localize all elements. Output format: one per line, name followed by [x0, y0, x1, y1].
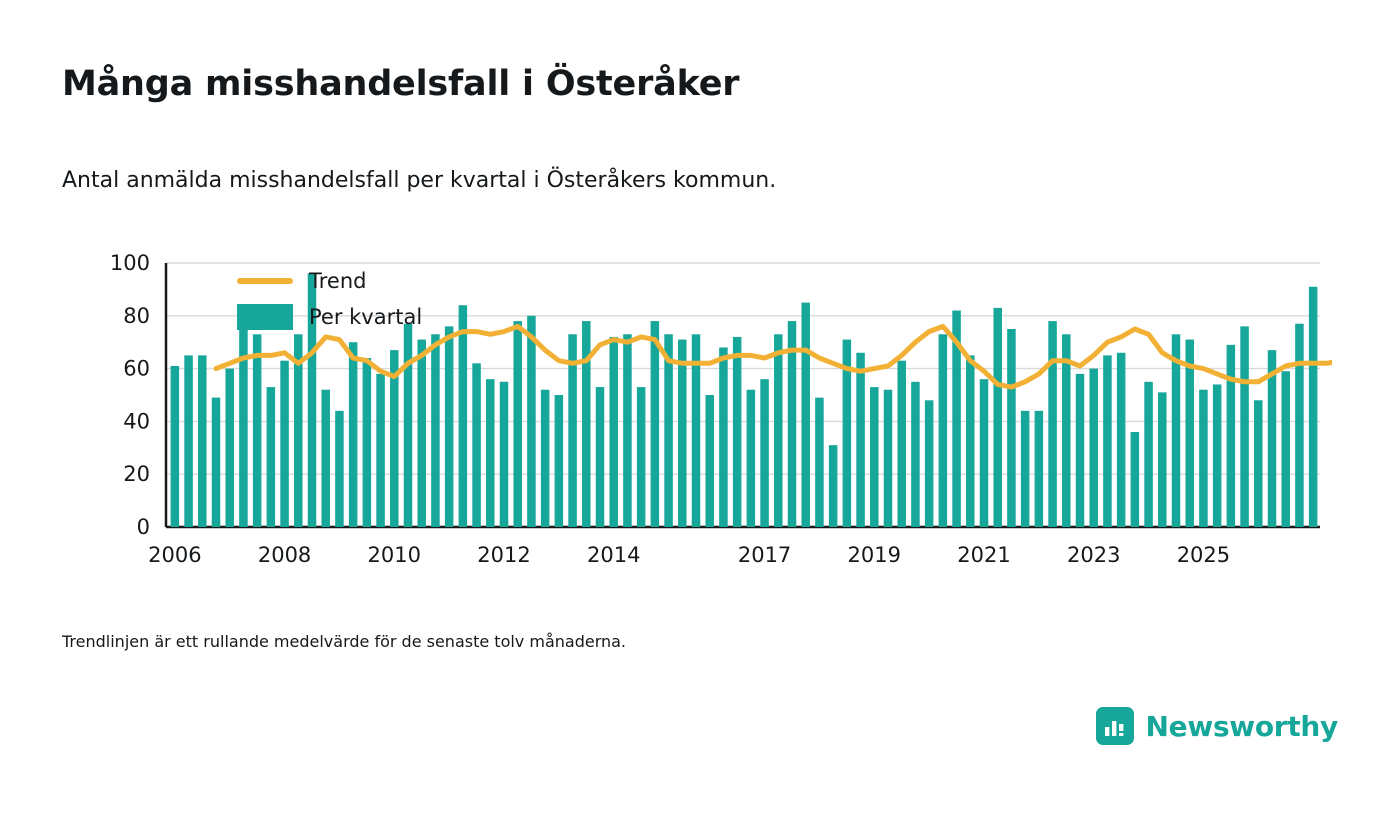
bar — [884, 390, 893, 527]
bar — [651, 321, 660, 527]
bar — [1213, 384, 1222, 527]
y-tick-label: 100 — [109, 251, 150, 275]
bar — [472, 363, 481, 527]
bar — [486, 379, 495, 527]
y-tick-label: 40 — [123, 409, 150, 434]
bar — [1240, 326, 1249, 527]
bar — [1131, 432, 1140, 527]
bar — [705, 395, 714, 527]
bar — [815, 398, 824, 527]
legend-line-swatch-icon — [237, 278, 293, 284]
bar — [623, 334, 632, 527]
bar — [596, 387, 605, 527]
bar — [801, 303, 810, 527]
x-tick-label: 2021 — [957, 543, 1011, 567]
bar — [376, 374, 385, 527]
y-tick-label: 0 — [136, 515, 150, 539]
bar — [417, 340, 426, 527]
bar — [637, 387, 646, 527]
chart-footnote: Trendlinjen är ett rullande medelvärde för de senaste tolv månaderna. — [62, 632, 627, 651]
legend-bar-swatch-icon — [237, 304, 293, 330]
bar — [925, 400, 934, 527]
bar — [1117, 353, 1126, 527]
x-tick-label: 2006 — [148, 543, 202, 567]
bar — [212, 398, 221, 527]
bar — [513, 321, 522, 527]
bar — [363, 358, 372, 527]
bar — [760, 379, 769, 527]
x-tick-label: 2010 — [367, 543, 422, 567]
bar — [500, 382, 509, 527]
bar — [184, 355, 193, 527]
brand-logo — [1096, 705, 1338, 747]
bar — [541, 390, 550, 527]
chart-legend — [237, 263, 497, 335]
bar — [335, 411, 344, 527]
bar — [1048, 321, 1057, 527]
bar — [225, 369, 234, 527]
bar — [280, 361, 289, 527]
x-tick-label: 2014 — [586, 543, 641, 567]
bar — [829, 445, 838, 527]
bar — [1144, 382, 1153, 527]
x-tick-label: 2012 — [477, 543, 531, 567]
bar — [1309, 287, 1318, 527]
legend-label-trend: Trend — [309, 269, 367, 293]
x-tick-label: 2008 — [257, 543, 312, 567]
bar — [678, 340, 687, 527]
bar — [527, 316, 536, 527]
page-subtitle: Antal anmälda misshandelsfall per kvartal i Österåkers kommun. — [62, 168, 777, 193]
bar — [431, 334, 440, 527]
bar — [1199, 390, 1208, 527]
bar — [1021, 411, 1030, 527]
bar — [1158, 392, 1167, 527]
y-tick-label: 20 — [123, 462, 150, 487]
x-tick-label: 2025 — [1176, 543, 1231, 567]
bar — [1089, 369, 1098, 527]
bar — [897, 361, 906, 527]
bar — [966, 355, 975, 527]
bar — [253, 334, 262, 527]
bar — [582, 321, 591, 527]
bar — [404, 324, 413, 527]
bar — [1254, 400, 1263, 527]
brand-name: Newsworthy — [1145, 709, 1338, 743]
bar — [1295, 324, 1304, 527]
bar — [774, 334, 783, 527]
bar — [171, 366, 180, 527]
bar — [747, 390, 756, 527]
x-tick-label: 2017 — [737, 543, 792, 567]
bar — [198, 355, 207, 527]
page-title: Många misshandelsfall i Österåker — [62, 64, 740, 104]
bar — [939, 334, 948, 527]
legend-item-trend — [237, 263, 497, 299]
bar — [856, 353, 865, 527]
y-tick-label: 60 — [123, 356, 150, 381]
bar — [609, 337, 618, 527]
bar — [1076, 374, 1085, 527]
legend-label-per-kvartal: Per kvartal — [309, 305, 423, 329]
y-tick-label: 80 — [123, 303, 150, 328]
bar — [349, 342, 358, 527]
bar — [719, 347, 728, 527]
bar-chart-logo-icon — [1096, 707, 1134, 745]
bar — [870, 387, 879, 527]
bar — [980, 379, 989, 527]
bar — [459, 305, 468, 527]
legend-item-per-kvartal — [237, 299, 497, 335]
x-tick-label: 2023 — [1066, 543, 1121, 567]
bar — [733, 337, 742, 527]
bar — [1007, 329, 1016, 527]
x-tick-label: 2019 — [847, 543, 902, 567]
bar — [1281, 371, 1290, 527]
bar — [445, 326, 454, 527]
bar — [1103, 355, 1112, 527]
chart-container — [62, 245, 1332, 590]
bar — [911, 382, 920, 527]
bar — [993, 308, 1002, 527]
bar — [321, 390, 330, 527]
bar — [1227, 345, 1236, 527]
bar — [1035, 411, 1044, 527]
bar — [267, 387, 276, 527]
bar — [555, 395, 564, 527]
